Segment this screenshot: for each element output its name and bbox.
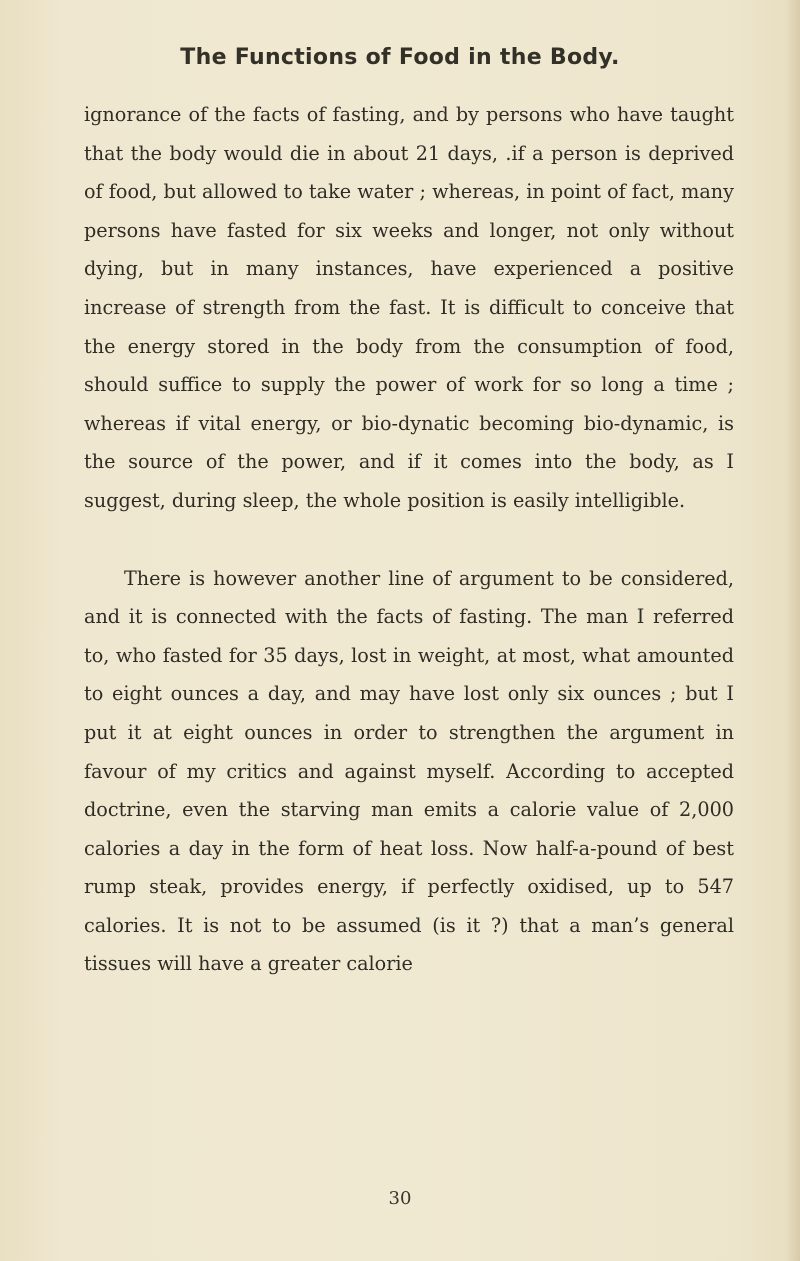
running-head: The Functions of Food in the Body.: [180, 45, 620, 70]
body-text: [84, 96, 734, 984]
page-edge-shadow: [786, 0, 800, 1261]
paragraph-2: There is however another line of argument to be considered, and it is connected with the facts of fasting. The man I referred to, who fasted for 35 days, lost in weight, at most, what amounted to eight ounces a day, and may have lost only six ounces ; but I put it at eight ounces in order to strengthen the argument in favour of my critics and against myself. According to accepted doctrine, even the starving man emits a calorie value of 2,000 calories a day in the form of heat loss. Now half-a-pound of best rump steak, provides energy, if perfectly oxidised, up to 547 calories. It is not to be assumed (is it ?) that a man’s general tissues will have a greater calorie: [84, 566, 734, 976]
page-number: 30: [388, 1188, 412, 1209]
paragraph-1: ignorance of the facts of fasting, and by persons who have taught that the body would die in about 21 days, .if a person is deprived of food, but allowed to take water ; whereas, in point of fact, many persons have fasted for six weeks and longer, not only without dying, but in many instances, have experienced a positive increase of strength from the fast. It is difficult to conceive that the energy stored in the body from the consumption of food, should suffice to supply the power of work for so long a time ; whereas if vital energy, or bio-dynatic becoming bio-dynamic, is the source of the power, and if it comes into the body, as I suggest, during sleep, the whole position is easily intelligible.: [84, 103, 734, 512]
